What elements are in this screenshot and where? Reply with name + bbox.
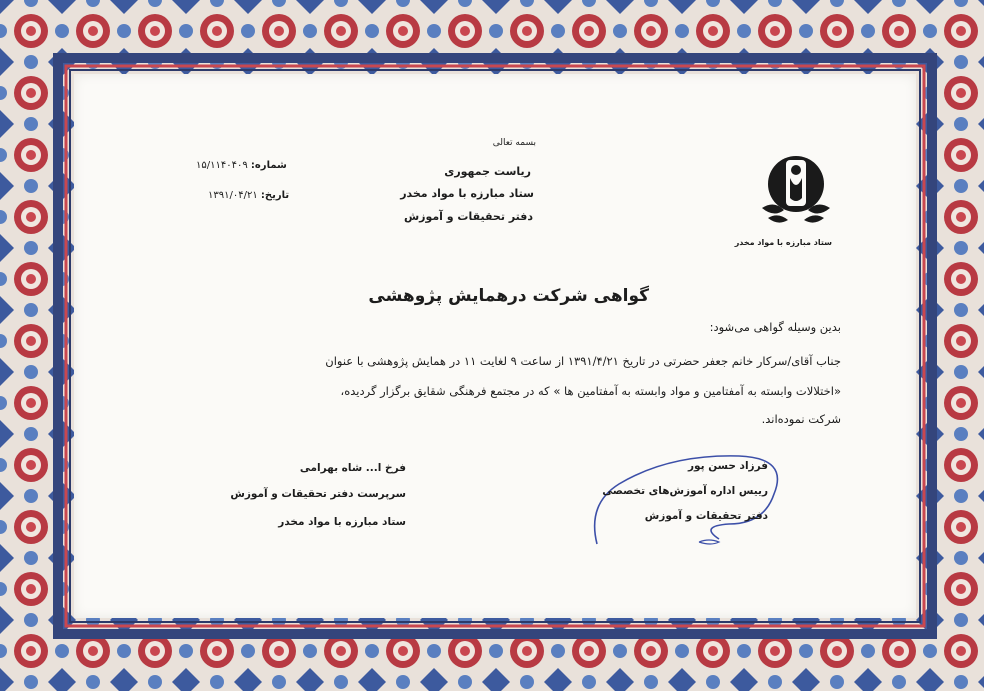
right-signatory-org: دفتر تحقیقات و آموزش <box>644 510 768 522</box>
org-line-1: ریاست جمهوری <box>444 165 531 178</box>
reference-date <box>208 190 289 201</box>
body-intro: بدین وسیله گواهی می‌شود: <box>709 320 841 334</box>
logo-caption: ستاد مبارزه با مواد مخدر <box>734 238 832 247</box>
org-line-3: دفتر تحقیقات و آموزش <box>403 210 533 223</box>
body-line-3: شرکت نموده‌اند. <box>761 412 841 426</box>
left-signatory-name: فرخ ا... شاه بهرامی <box>299 462 406 474</box>
certificate-title: گواهی شرکت درهمایش پژوهشی <box>368 286 649 306</box>
reference-date-value: ۱۳۹۱/۰۴/۲۱ <box>208 190 258 201</box>
body-line-1: جناب آقای/سرکار خانم جعفر حضرتی در تاریخ ۱۳۹۱/۴/۲۱ از ساعت ۹ لغایت ۱۱ در همایش پژوهشی با عنوان <box>325 354 841 368</box>
org-line-2: ستاد مبارزه با مواد مخدر <box>400 187 534 200</box>
body-line-2: «اختلالات وابسته به آمفتامین و مواد وابسته به آمفتامین ها » که در مجتمع فرهنگی شقایق برگزار گردیده، <box>340 384 841 398</box>
left-signatory-title: سرپرست دفتر تحقیقات و آموزش <box>230 488 406 500</box>
anti-drug-headquarters-emblem-icon <box>754 148 838 228</box>
reference-number <box>196 160 287 171</box>
reference-date-label: تاریخ: <box>260 190 290 201</box>
right-signatory-name: فرزاد حسن پور <box>687 460 768 472</box>
certificate-paper <box>74 74 916 618</box>
right-signatory-title: رییس اداره آموزش‌های تخصصی <box>602 485 768 497</box>
basmala: بسمه تعالی <box>492 138 536 148</box>
reference-number-value: ۱۵/۱۱۴۰۴۰۹ <box>196 160 248 171</box>
reference-number-label: شماره: <box>250 160 287 171</box>
left-signatory-org: ستاد مبارزه با مواد مخدر <box>278 516 406 528</box>
